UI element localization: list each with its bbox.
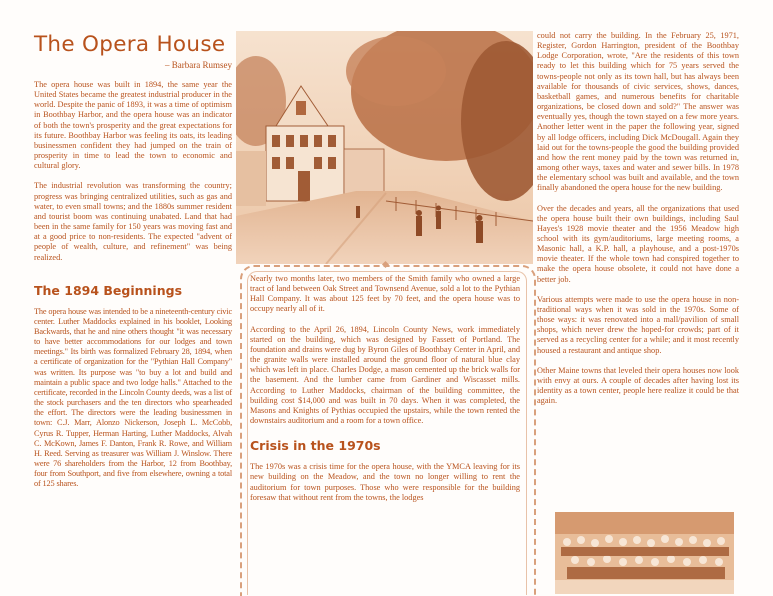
paragraph-construction: According to the April 26, 1894, Lincoln County News, work immediately started on the building, which was designed by Fassett of Portland. The foundation and drains were dug by Byron Giles of Boothbay Center in April, and the granite walls were installed around the ground floor of natural blue clay which was left in place. Charles Dodge, a mason cemented up the brick walls for the basement. And the lumber came from Gardiner and Wiscasset mills. According to Luther Maddocks, chairman of the building committee, the building cost $14,000 and was built in 70 days. When it was completed, the Masons and Knights of Pythias occupied the upstairs, while the town rented the downstairs auditorium and a room for a town office. (250, 324, 520, 426)
paragraph-reuse-attempts: Various attempts were made to use the opera house in non-traditional ways when it was sold in the 1970s. Some of those ways: it was renovated into a mall/pavilion of small shops, which never drew the hoped-for crowds; part of it served as a recycling center for a while; and it most recently housed a restaurant and antique shop. (537, 294, 739, 355)
paragraph-other-towns: Other Maine towns that leveled their opera houses now look with envy at ours. A couple of decades after having lost its identity as a town center, people here realize it could be that again. (537, 365, 739, 406)
heading-1894-beginnings: The 1894 Beginnings (34, 282, 183, 298)
byline: – Barbara Rumsey (165, 60, 232, 70)
heading-crisis-1970s: Crisis in the 1970s (250, 438, 381, 454)
performers-group-photo (555, 512, 734, 594)
paragraph-beginnings: The opera house was intended to be a nineteenth-century civic center. Luther Maddocks explained in his booklet, Looking Backwards, that he and nine others thought "it was necessary to have better accommodations for our lodges and town meetings." Its birth was formalized February 28, 1894, when a certificate of organization for the "Pythian Hall Company" was written. Its purpose was "to buy a lot and build and maintain a public space and two lodge halls." Attached to the certificate, recorded in the Lincoln County deeds, was a list of the stock purchasers and the ten directors who spearheaded the effort. The directors were the leading businessmen in town: C.J. Marr, Alonzo Nickerson, Joseph L. McCobb, Cyrus R. Tupper, Herman Harting, Luther Maddocks, Alvah C. McKown, James F. Danton, Frank R. Rowe, and William H. Reed. Serving as treasurer was William J. Winslow. There were 76 shareholders from the Harbor, 12 from Boothbay, four from Southport, and five from elsewhere, owning a total of 125 shares. (34, 306, 232, 489)
paragraph-harrington-letter: could not carry the building. In the February 25, 1971, Register, Gordon Harrington, president of the Boothbay Lodge Corporation, wrote, "Are the residents of this town ready to let this building which for 75 years served the towns-people not only as its town hall, but has always been available for thousands of civic services, shows, dances, basketball games, and numerous benefits for charitable organizations, be closed down and sold?" The answer was eventually yes, though the town stayed on a few more years. Another letter went in the paper the following year, signed by all lodge officers, including Dick McDougall. Again they laid out for the towns-people the good the building provided and how the rent money paid by the town was returned in, among other ways, taxes and water and sewer bills. In 1978 the elementary school was built and available, and the town finally abandoned the opera house for the new building. (537, 31, 739, 193)
page-title: The Opera House (34, 32, 226, 57)
paragraph-intro: The opera house was built in 1894, the same year the United States became the greatest industrial producer in the world. Despite the panic of 1893, it was a time of optimism in Boothbay Harbor, and the opera house was an indicator of both the town's prosperity and the great expectations for its future. Boothbay Harbor was feeling its oats, its leading businessmen confident they had jumped on the train of prosperity in time to lead the town to economic and cultural glory. (34, 80, 232, 171)
column-right (537, 0, 739, 406)
paragraph-obsolete: Over the decades and years, all the organizations that used the opera house built their own buildings, including Saul Hayes's 1928 movie theater and the 1956 Meadow high school with its gym/auditoriums, large meeting rooms, a Masonic hall, a K.P. hall, a playhouse, and a post-1970s movie theater. If the whole town had conspired together to make the opera house obsolete, it could not have done a better job. (537, 203, 739, 284)
paragraph-smith-lot: Nearly two months later, two members of the Smith family who owned a large tract of land between Oak Street and Townsend Avenue, sold a lot to the Pythian Hall Company. It was about 125 feet by 70 feet, and the opera house was to occupy nearly all of it. (250, 274, 520, 314)
column-middle (236, 0, 534, 503)
performers-illustration (555, 512, 734, 594)
paragraph-crisis: The 1970s was a crisis time for the opera house, with the YMCA leaving for its new building on the Meadow, and the town no longer willing to rent the auditorium for town purposes. Those who were responsible for the building foresaw that without rent from the towns, the lodges (250, 462, 520, 502)
paragraph-industrial: The industrial revolution was transforming the country; progress was bringing centralized utilities, such as gas and water, to even small towns; and the 1880s summer resident and tourist boom was continuing unabated. Land that had been in the same family for 150 years was moving fast and at a good price to non-residents. The expected "advent of people of wealth, culture, and refinement" was being realized. (34, 181, 232, 262)
column-left (34, 0, 232, 489)
